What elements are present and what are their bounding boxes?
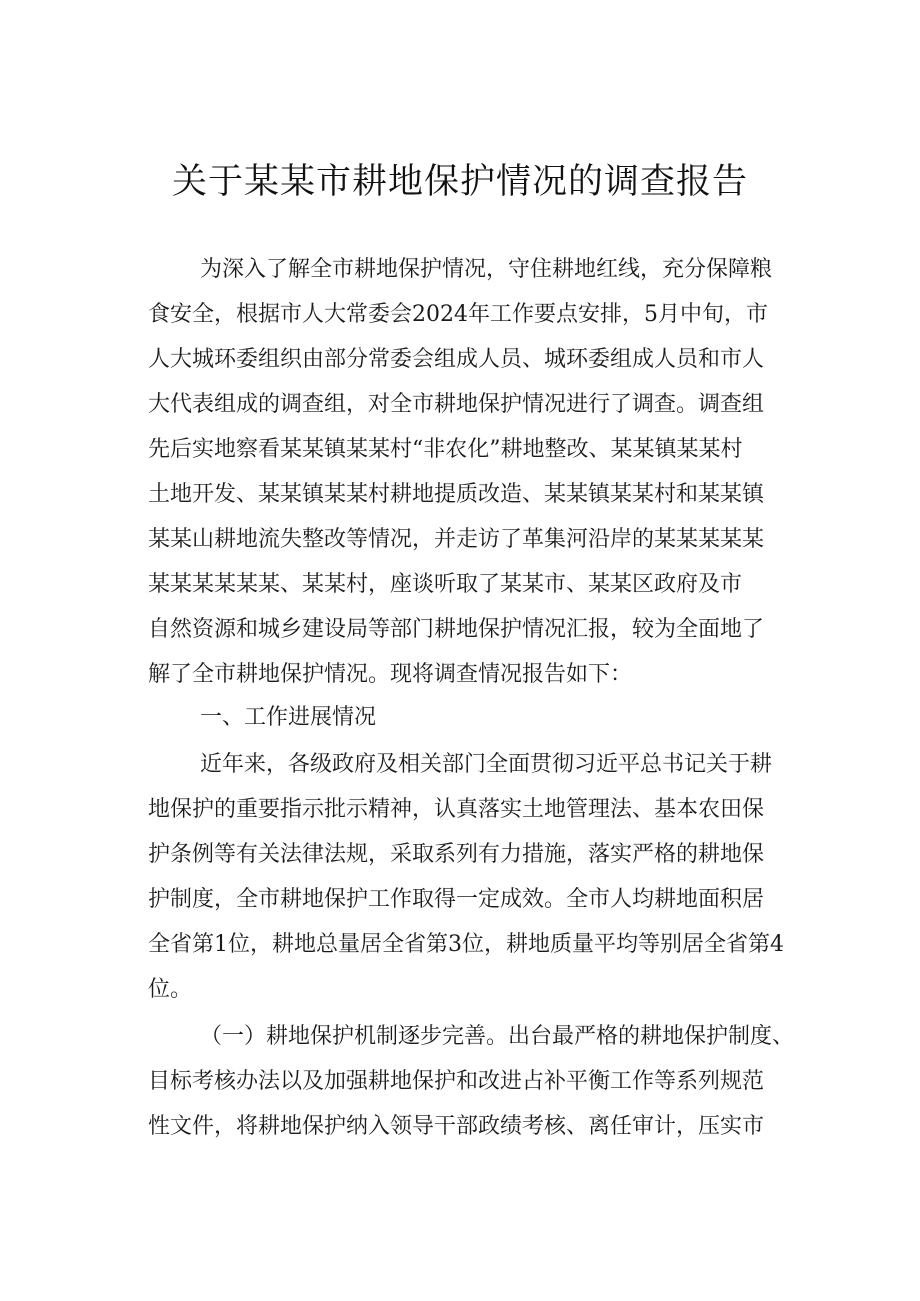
intro-line: 某某某某某某、某某村，座谈听取了某某市、某某区政府及市 bbox=[148, 572, 743, 597]
intro-line: 人大城环委组织由部分常委会组成人员、城环委组成人员和市人 bbox=[148, 347, 765, 372]
section-line: 全省第1位，耕地总量居全省第3位，耕地质量平均等别居全省第4 bbox=[148, 932, 784, 957]
section-line: 护制度，全市耕地保护工作取得一定成效。全市人均耕地面积居 bbox=[148, 887, 765, 912]
section-line: 护条例等有关法律法规，采取系列有力措施，落实严格的耕地保 bbox=[148, 842, 765, 867]
section-line: 近年来，各级政府及相关部门全面贯彻习近平总书记关于耕 bbox=[200, 752, 773, 777]
section-heading: 一、工作进展情况 bbox=[200, 705, 377, 730]
intro-line: 食安全，根据市人大常委会2024年工作要点安排，5月中旬，市 bbox=[148, 302, 768, 327]
section-line: 地保护的重要指示批示精神，认真落实土地管理法、基本农田保 bbox=[148, 797, 765, 822]
intro-line: 某某山耕地流失整改等情况，并走访了革集河沿岸的某某某某某 bbox=[148, 527, 765, 552]
intro-line: 解了全市耕地保护情况。现将调查情况报告如下： bbox=[148, 662, 633, 687]
section-line: 位。 bbox=[148, 977, 193, 1002]
subsection-line: 性文件，将耕地保护纳入领导干部政绩考核、离任审计，压实市 bbox=[148, 1114, 765, 1139]
intro-line: 自然资源和城乡建设局等部门耕地保护情况汇报，较为全面地了 bbox=[148, 617, 765, 642]
intro-line: 土地开发、某某镇某某村耕地提质改造、某某镇某某村和某某镇 bbox=[148, 482, 765, 507]
intro-line: 大代表组成的调查组，对全市耕地保护情况进行了调查。调查组 bbox=[148, 392, 765, 417]
intro-line: 为深入了解全市耕地保护情况，守住耕地红线，充分保障粮 bbox=[200, 257, 773, 282]
subsection-line: （一）耕地保护机制逐步完善。出台最严格的耕地保护制度、 bbox=[200, 1024, 795, 1049]
document-title: 关于某某市耕地保护情况的调查报告 bbox=[171, 162, 748, 202]
subsection-line: 目标考核办法以及加强耕地保护和改进占补平衡工作等系列规范 bbox=[148, 1069, 765, 1094]
intro-line: 先后实地察看某某镇某某村“非农化”耕地整改、某某镇某某村 bbox=[148, 437, 743, 462]
